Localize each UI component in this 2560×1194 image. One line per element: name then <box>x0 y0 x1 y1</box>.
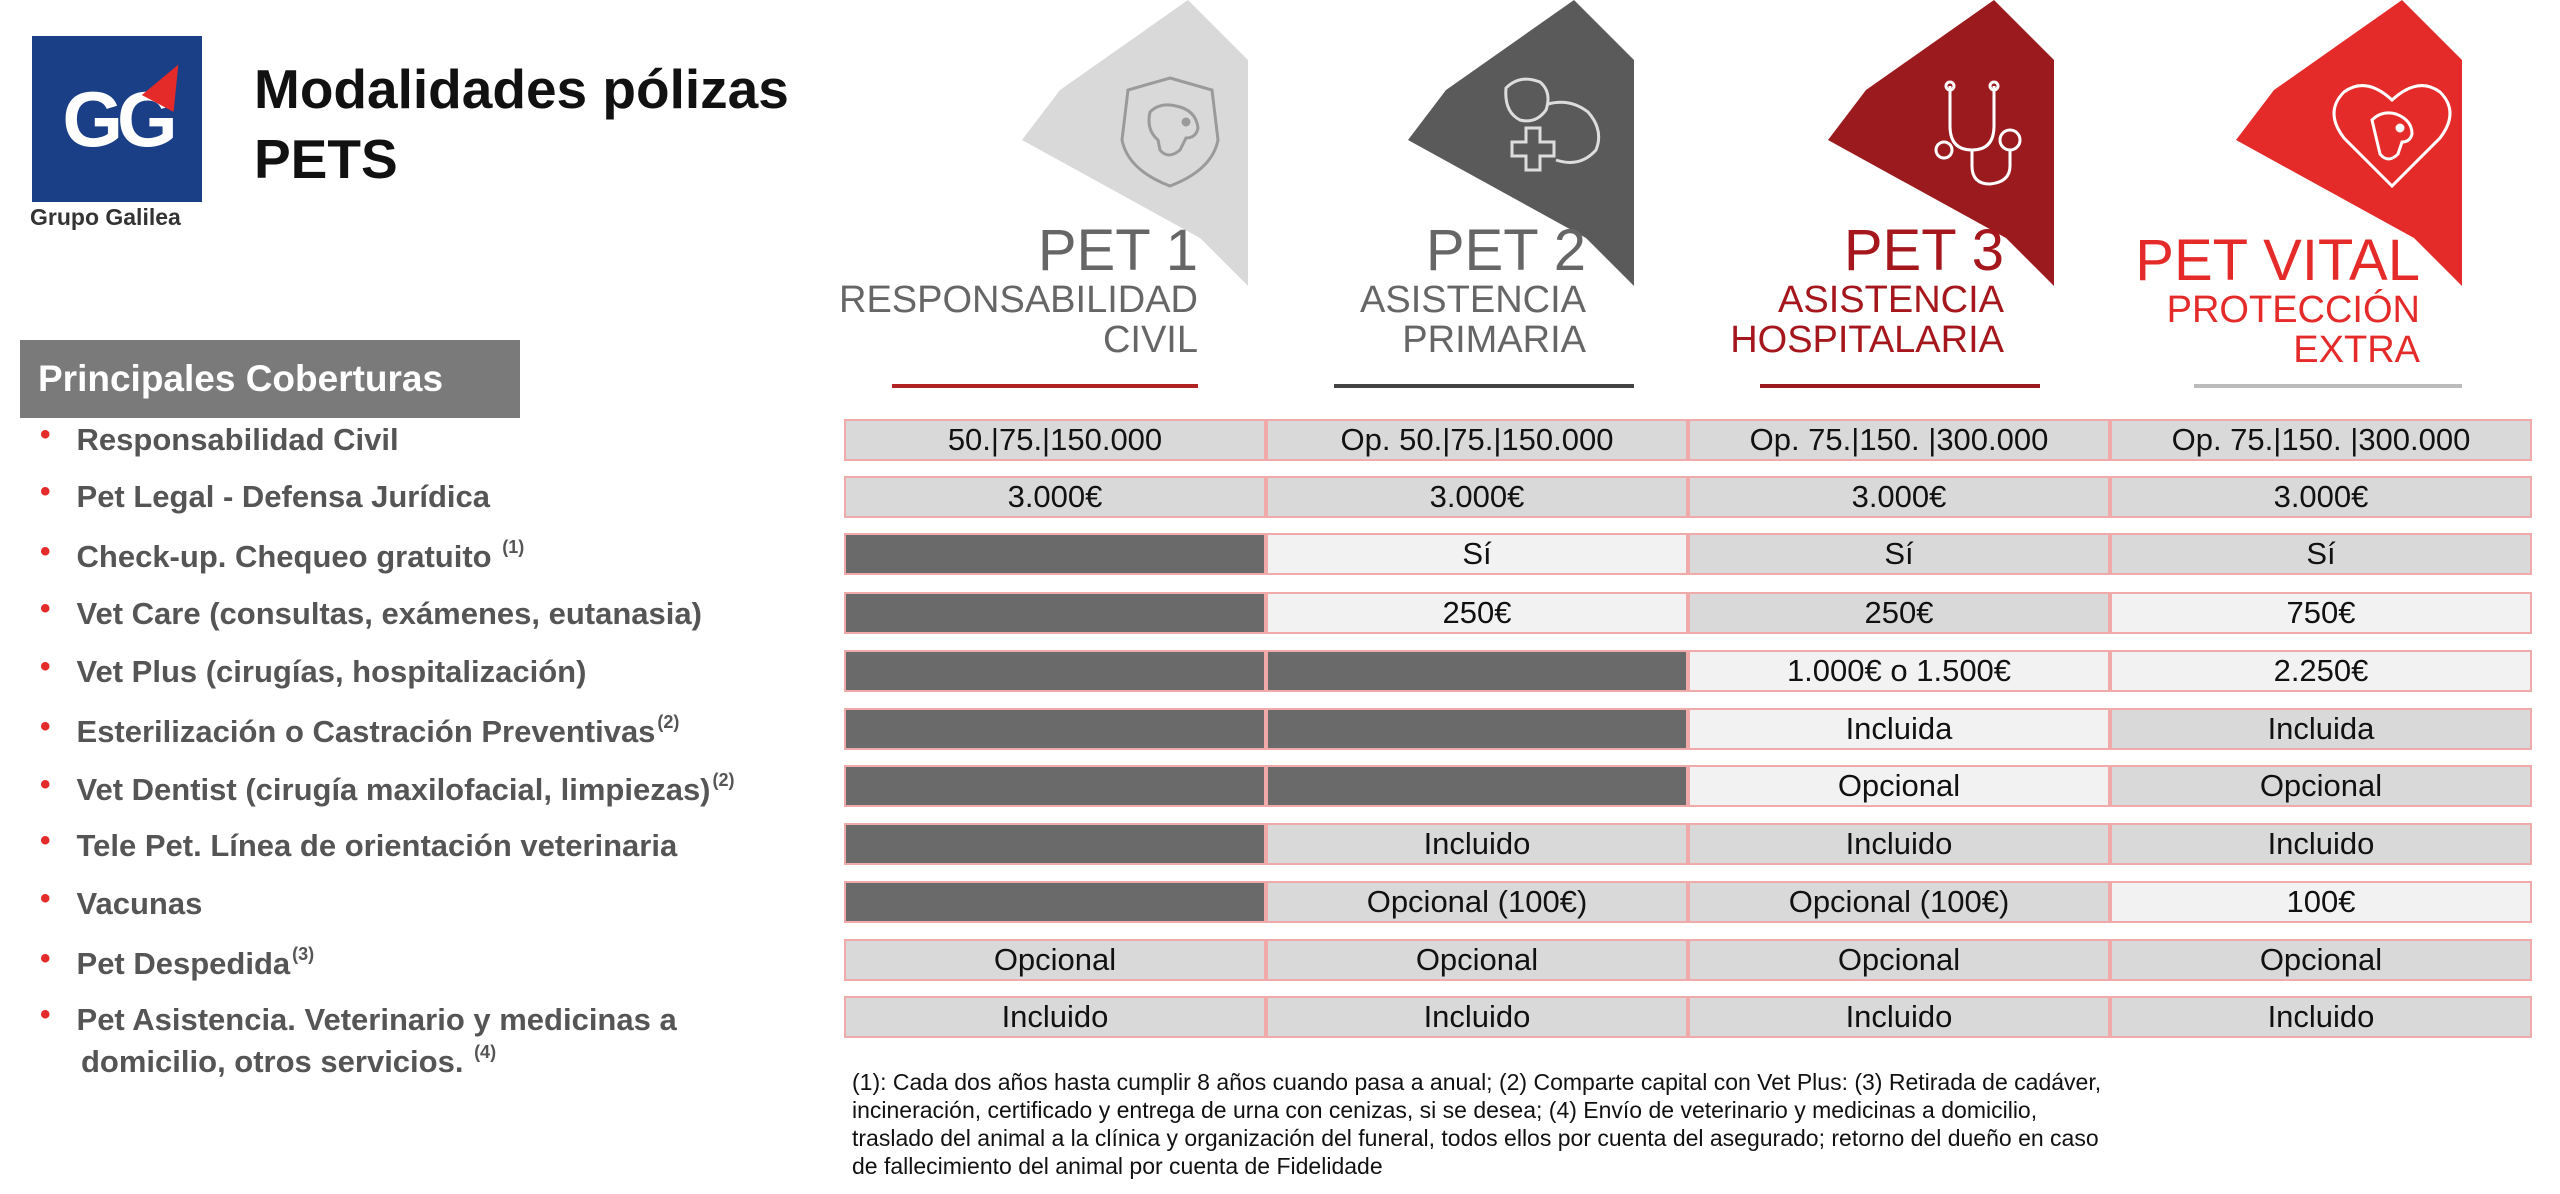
coverage-label-continued <box>81 1042 677 1080</box>
plan-subtitle-2: CIVIL <box>1102 319 1198 361</box>
bullet-icon: • <box>40 824 51 857</box>
coverage-label: Tele Pet. Línea de orientación veterinaria <box>76 828 678 863</box>
table-cell: Opcional <box>844 939 1266 981</box>
table-cell <box>844 650 1266 692</box>
table-cell: Opcional <box>1688 765 2110 807</box>
table-cell: Incluido <box>1266 823 1688 865</box>
plan-subtitle-2: PRIMARIA <box>1402 319 1586 361</box>
table-cell: 750€ <box>2110 592 2532 634</box>
coverage-label: Vet Plus (cirugías, hospitalización) <box>76 654 587 689</box>
coverage-item <box>40 712 679 750</box>
table-cell: Opcional <box>2110 765 2532 807</box>
bullet-icon: • <box>40 650 51 683</box>
coverage-item <box>40 418 399 458</box>
coverage-item <box>40 475 490 515</box>
coverage-label-cont-text: domicilio, otros servicios. <box>81 1044 473 1079</box>
plan-3-header <box>1730 218 2004 361</box>
table-cell: Incluido <box>1688 823 2110 865</box>
table-cell: 1.000€ o 1.500€ <box>1688 650 2110 692</box>
page-title-line-1: Modalidades pólizas <box>254 58 789 120</box>
table-cell: 2.250€ <box>2110 650 2532 692</box>
plan-4-header <box>2135 228 2420 371</box>
table-cell: Incluida <box>2110 708 2532 750</box>
coverage-item <box>40 944 314 982</box>
bullet-icon: • <box>40 942 51 975</box>
logo-caption: Grupo Galilea <box>30 204 181 230</box>
table-cell <box>844 823 1266 865</box>
logo-text: GG <box>62 75 172 163</box>
plan-name: PET VITAL <box>2135 228 2420 293</box>
table-cell: 100€ <box>2110 881 2532 923</box>
table-cell: 3.000€ <box>1688 476 2110 518</box>
coverage-item <box>40 650 587 690</box>
table-cell: Op. 75.|150. |300.000 <box>2110 419 2532 461</box>
coverage-note: (2) <box>712 770 735 790</box>
coverage-note: (3) <box>292 944 315 964</box>
table-cell: Opcional <box>1688 939 2110 981</box>
table-cell: Incluido <box>1266 996 1688 1038</box>
coverage-item <box>40 882 203 922</box>
table-cell: Opcional <box>1266 939 1688 981</box>
table-cell <box>1266 708 1688 750</box>
table-cell <box>844 708 1266 750</box>
coverage-label: Pet Legal - Defensa Jurídica <box>76 479 490 514</box>
plan-subtitle-2: EXTRA <box>2293 329 2420 371</box>
plan-1-underline <box>892 384 1198 388</box>
coverage-label: Pet Despedida <box>76 946 291 981</box>
table-cell: 250€ <box>1266 592 1688 634</box>
bullet-icon: • <box>40 535 51 568</box>
coverage-label: Vet Dentist (cirugía maxilofacial, limpiezas) <box>76 772 711 807</box>
page-title-line-2: PETS <box>254 128 398 190</box>
plan-2-underline <box>1334 384 1634 388</box>
table-cell: 3.000€ <box>2110 476 2532 518</box>
table-cell <box>844 533 1266 575</box>
coverage-label: Esterilización o Castración Preventivas <box>76 714 656 749</box>
coverage-item <box>40 824 678 864</box>
plan-subtitle-1: PROTECCIÓN <box>2166 289 2420 331</box>
table-cell: Sí <box>1266 533 1688 575</box>
table-cell: Opcional (100€) <box>1266 881 1688 923</box>
bullet-icon: • <box>40 418 51 451</box>
table-cell: Op. 50.|75.|150.000 <box>1266 419 1688 461</box>
table-cell: 3.000€ <box>1266 476 1688 518</box>
bullet-icon: • <box>40 882 51 915</box>
table-cell: Incluido <box>1688 996 2110 1038</box>
coverage-label: Pet Asistencia. Veterinario y medicinas a <box>76 1002 677 1037</box>
footnote: (1): Cada dos años hasta cumplir 8 años cuando pasa a anual; (2) Comparte capital con Vet Plus: (3) Retirada de cadáver, incineración, certificado y entrega de urna con cenizas, si se desea; (4) Envío de veterinario y medicinas a domicilio, traslado del animal a la clínica y organización del funeral, todos ellos por cuenta del asegurado; retorno del dueño en caso de fallecimiento del animal por cuenta de Fidelidade <box>852 1069 2102 1179</box>
table-cell: 50.|75.|150.000 <box>844 419 1266 461</box>
plan-3-underline <box>1760 384 2040 388</box>
bullet-icon: • <box>40 475 51 508</box>
plan-subtitle-1: ASISTENCIA <box>1360 279 1586 321</box>
plan-subtitle-1: ASISTENCIA <box>1778 279 2004 321</box>
bullet-icon: • <box>40 998 51 1031</box>
table-cell <box>1266 650 1688 692</box>
coverage-item <box>40 592 702 632</box>
bullet-icon: • <box>40 768 51 801</box>
plan-name: PET 2 <box>1425 218 1586 283</box>
coverage-label: Check-up. Chequeo gratuito <box>76 539 501 574</box>
coverage-label: Vacunas <box>76 886 203 921</box>
table-cell <box>844 592 1266 634</box>
bullet-icon: • <box>40 710 51 743</box>
table-cell: Opcional <box>2110 939 2532 981</box>
table-cell: Incluido <box>2110 823 2532 865</box>
table-cell: Incluido <box>844 996 1266 1038</box>
plan-2-header <box>1360 218 1586 361</box>
plan-4-underline <box>2194 384 2462 388</box>
table-cell: Sí <box>2110 533 2532 575</box>
plan-1-header <box>839 218 1198 361</box>
table-cell: Op. 75.|150. |300.000 <box>1688 419 2110 461</box>
coverage-header-text: Principales Coberturas <box>38 358 444 399</box>
coverage-note: (2) <box>657 712 680 732</box>
table-cell: Opcional (100€) <box>1688 881 2110 923</box>
table-cell: 250€ <box>1688 592 2110 634</box>
coverage-label: Vet Care (consultas, exámenes, eutanasia) <box>76 596 702 631</box>
coverage-label: Responsabilidad Civil <box>76 422 399 457</box>
coverage-note: (1) <box>502 537 525 557</box>
coverage-item <box>40 537 524 575</box>
table-cell: Sí <box>1688 533 2110 575</box>
table-cell <box>844 881 1266 923</box>
table-cell: 3.000€ <box>844 476 1266 518</box>
plan-name: PET 1 <box>1037 218 1198 283</box>
coverage-item <box>40 770 735 808</box>
table-cell: Incluido <box>2110 996 2532 1038</box>
coverage-note: (4) <box>474 1042 497 1062</box>
table-cell <box>1266 765 1688 807</box>
plan-subtitle-1: RESPONSABILIDAD <box>839 279 1198 321</box>
plan-subtitle-2: HOSPITALARIA <box>1730 319 2004 361</box>
plan-name: PET 3 <box>1843 218 2004 283</box>
bullet-icon: • <box>40 592 51 625</box>
table-cell: Incluida <box>1688 708 2110 750</box>
coverage-item <box>40 998 677 1080</box>
table-cell <box>844 765 1266 807</box>
